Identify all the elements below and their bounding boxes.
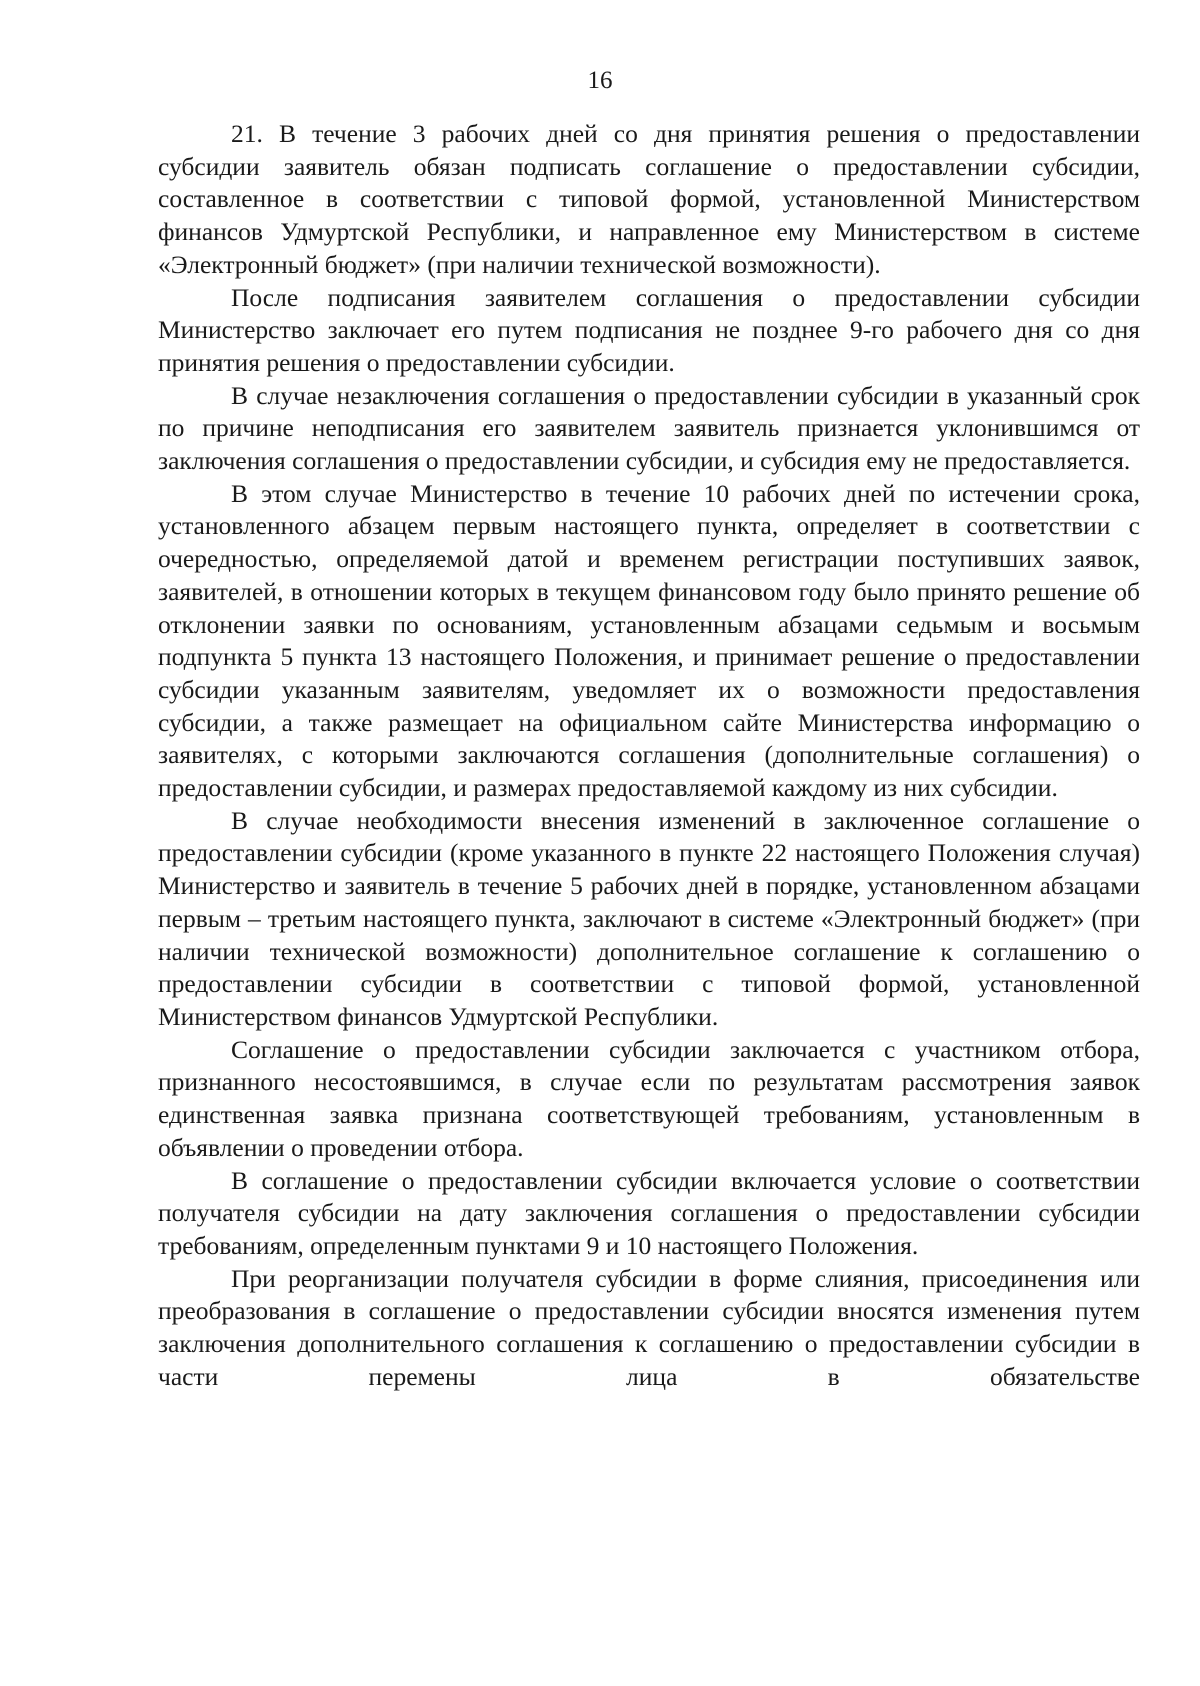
paragraph-continued: При реорганизации получателя субсидии в форме слияния, присоединения или преобразования в соглашение о предоставлении субсидии вносятся изменения путем заключения дополнительного соглашения к соглашению о предоставлении субсидии в части перемены лица в обязательстве (158, 1263, 1140, 1391)
paragraph: В соглашение о предоставлении субсидии включается условие о соответствии получателя субсидии на дату заключения соглашения о предоставлении субсидии требованиям, определенным пунктами 9 и 10 настоящего Положения. (158, 1165, 1140, 1260)
paragraph-21: 21. В течение 3 рабочих дней со дня принятия решения о предоставлении субсидии заявитель обязан подписать соглашение о предоставлении субсидии, составленное в соответствии с типовой формой, установленной Министерством финансов Удмуртской Республики, и направленное ему Министерством в системе «Электронный бюджет» (при наличии технической возможности). (158, 119, 1140, 279)
paragraph: Соглашение о предоставлении субсидии заключается с участником отбора, признанного несостоявшимся, в случае если по результатам рассмотрения заявок единственная заявка признана соответствующей требованиям, установленным в объявлении о проведении отбора. (158, 1034, 1140, 1162)
paragraph: В этом случае Министерство в течение 10 рабочих дней по истечении срока, установленного абзацем первым настоящего пункта, определяет в соответствии с очередностью, определяемой датой и временем регистрации поступивших заявок, заявителей, в отношении которых в текущем финансовом году было принято решение об отклонении заявки по основаниям, установленным абзацами седьмым и восьмым подпункта 5 пункта 13 настоящего Положения, и принимает решение о предоставлении субсидии указанным заявителям, уведомляет их о возможности предоставления субсидии, а также размещает на официальном сайте Министерства информацию о заявителях, с которыми заключаются соглашения (дополнительные соглашения) о предоставлении субсидии, и размерах предоставляемой каждому из них субсидии. (158, 478, 1140, 803)
page-number: 16 (587, 67, 613, 94)
paragraph: После подписания заявителем соглашения о предоставлении субсидии Министерство заключает его путем подписания не позднее 9-го рабочего дня со дня принятия решения о предоставлении субсидии. (158, 282, 1140, 377)
document-body (158, 118, 1140, 1393)
paragraph: В случае необходимости внесения изменений в заключенное соглашение о предоставлении субсидии (кроме указанного в пункте 22 настоящего Положения случая) Министерство и заявитель в течение 5 рабочих дней в порядке, установленном абзацами первым – третьим настоящего пункта, заключают в системе «Электронный бюджет» (при наличии технической возможности) дополнительное соглашение к соглашению о предоставлении субсидии в соответствии с типовой формой, установленной Министерством финансов Удмуртской Республики. (158, 805, 1140, 1031)
paragraph: В случае незаключения соглашения о предоставлении субсидии в указанный срок по причине неподписания его заявителем заявитель признается уклонившимся от заключения соглашения о предоставлении субсидии, и субсидия ему не предоставляется. (158, 380, 1140, 476)
